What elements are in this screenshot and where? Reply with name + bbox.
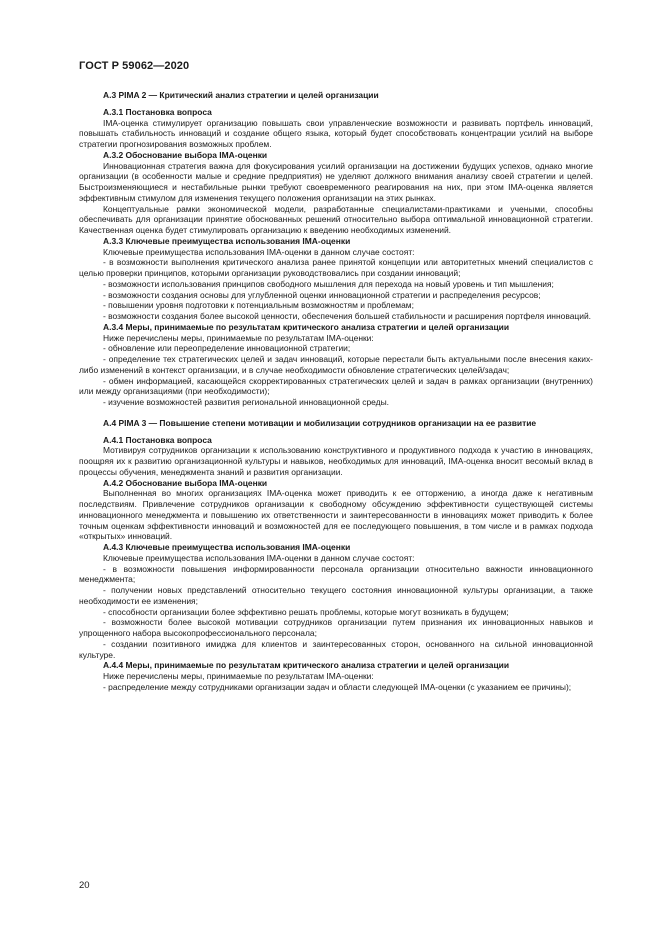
list-item: - способности организации более эффективно решать проблемы, которые могут возникать в будущем; (103, 606, 509, 617)
list-item: - получении новых представлений относительно текущего состояния инновационной культуры организации, а также необходимости ее изменения; (79, 585, 593, 606)
subsection-heading-a3-3: А.3.3 Ключевые преимущества использования IMA-оценки (103, 235, 351, 246)
list-item: - возможности более высокой мотивации сотрудников организации путем признания их инновационных навыков и упрощенного набора высокопрофессионального персонала; (79, 617, 593, 638)
document-header: ГОСТ Р 59062—2020 (79, 60, 190, 72)
subsection-heading-a4-1: А.4.1 Постановка вопроса (103, 434, 212, 445)
subsection-heading-a4-4: А.4.4 Меры, принимаемые по результатам критического анализа стратегии и целей организации (103, 660, 510, 671)
subsection-heading-a3-2: А.3.2 Обоснование выбора IMA-оценки (103, 149, 268, 160)
subsection-heading-a4-3: А.4.3 Ключевые преимущества использования IMA-оценки (103, 542, 351, 552)
list-item: - обновление или переопределение инновационной стратегии; (103, 343, 351, 354)
section-heading-a4: А.4 PIMA 3 — Повышение степени мотивации и мобилизации сотрудников организации на ее развитие (103, 417, 537, 428)
list-item: - повышении уровня подготовки к потенциальным возможностям и проблемам; (103, 300, 414, 311)
paragraph: Ключевые преимущества использования IMA-оценки в данном случае состоят: (103, 552, 415, 563)
list-item: - возможности использования принципов свободного мышления для перехода на новый уровень и тип мышления; (103, 278, 554, 289)
list-item: - возможности создания основы для углубленной оценки инновационной стратегии и распределения ресурсов; (103, 289, 541, 300)
list-item: - определение тех стратегических целей и задач инноваций, которые перестали быть актуальными после внесения каких-либо изменений в контекст организации, и в случае необходимости обновление стратегических целей/задач; (79, 354, 593, 375)
subsection-heading-a4-2: А.4.2 Обоснование выбора IMA-оценки (103, 477, 268, 488)
list-item: - обмен информацией, касающейся скорректированных стратегических целей и задач в рамках организации (внутренних) или между организациями (при необходимости); (79, 375, 593, 397)
list-item: - в возможности повышения информированности персонала организации относительно важности инновационного менеджмента; (79, 563, 593, 585)
section-heading-a3: А.3 PIMA 2 — Критический анализ стратегии и целей организации (103, 90, 379, 100)
paragraph: Ниже перечислены меры, принимаемые по результатам IMA-оценки: (103, 332, 374, 343)
list-item: - возможности создания более высокой ценности, обеспечения большей стабильности и расширения портфеля инноваций. (103, 311, 592, 321)
paragraph: Инновационная стратегия важна для фокусирования усилий организации на достижении будущих успехов, однако многие организации (в особенности малые и средние предприятия) не уделяют должного внимания анализу своей стратегии и целей. Быстроизменяющиеся и нестабильные рынки требуют своевременного реагирования на них, при этом IMA-оценка является эффективным стимулом для изменения текущего положения организации на этих рынках. (79, 160, 593, 203)
subsection-heading-a3-1: А.3.1 Постановка вопроса (103, 106, 212, 117)
document-body (79, 90, 593, 693)
page-number: 20 (79, 880, 90, 891)
list-item: - в возможности выполнения критического анализа ранее принятой концепции или авторитетных мнений специалистов с целью проверки принципов, которыми организации руководствовались при создании инноваций; (79, 257, 593, 278)
paragraph: Концептуальные рамки экономической модели, разработанные специалистами-практиками и учеными, способны обеспечивать для организации принятие обоснованных решений относительно выбора оптимальной инновационной стратегии. Качественная оценка будет стимулировать организацию к введению необходимых изменений. (79, 203, 593, 235)
paragraph: Выполненная во многих организациях IMA-оценка может приводить к ее отторжению, а иногда даже к негативным последствиям. Привлечение сотрудников организации к свободному обсуждению эффективности существующей системы инновационного менеджмента и повышению их ответственности и заинтересованности в инновациях может приводить к более точным оценкам эффективности инноваций и возможностей для ее последующего повышения, в том числе и в рамках подхода «открытых» инноваций. (79, 488, 593, 542)
subsection-heading-a3-4: А.3.4 Меры, принимаемые по результатам критического анализа стратегии и целей организации (103, 321, 510, 332)
paragraph: IMA-оценка стимулирует организацию повышать свои управленческие возможности и развивать портфель инноваций, повышать стабильность инноваций и создание общего языка, который будет способствовать концентрации усилий на выборе стратегии прогнозирования возможных проблем. (79, 117, 593, 149)
list-item: - изучение возможностей развития региональной инновационной среды. (103, 397, 390, 407)
list-item: - создании позитивного имиджа для клиентов и заинтересованных сторон, основанного на сильной инновационной культуре. (79, 638, 593, 660)
paragraph: Ниже перечислены меры, принимаемые по результатам IMA-оценки: (103, 671, 374, 681)
paragraph: Мотивируя сотрудников организации к использованию конструктивного и продуктивного подхода к участию в инновациях, поощряя их к развитию организационной культуры и навыков, необходимых для инноваций, IMA-оценка вносит весомый вклад в процессы обучения, менеджмента знаний и развития организации. (79, 445, 593, 477)
list-item: - распределение между сотрудниками организации задач и области следующей IMA-оценки (с указанием ее причины); (103, 681, 572, 692)
paragraph: Ключевые преимущества использования IMA-оценки в данном случае состоят: (103, 246, 415, 257)
